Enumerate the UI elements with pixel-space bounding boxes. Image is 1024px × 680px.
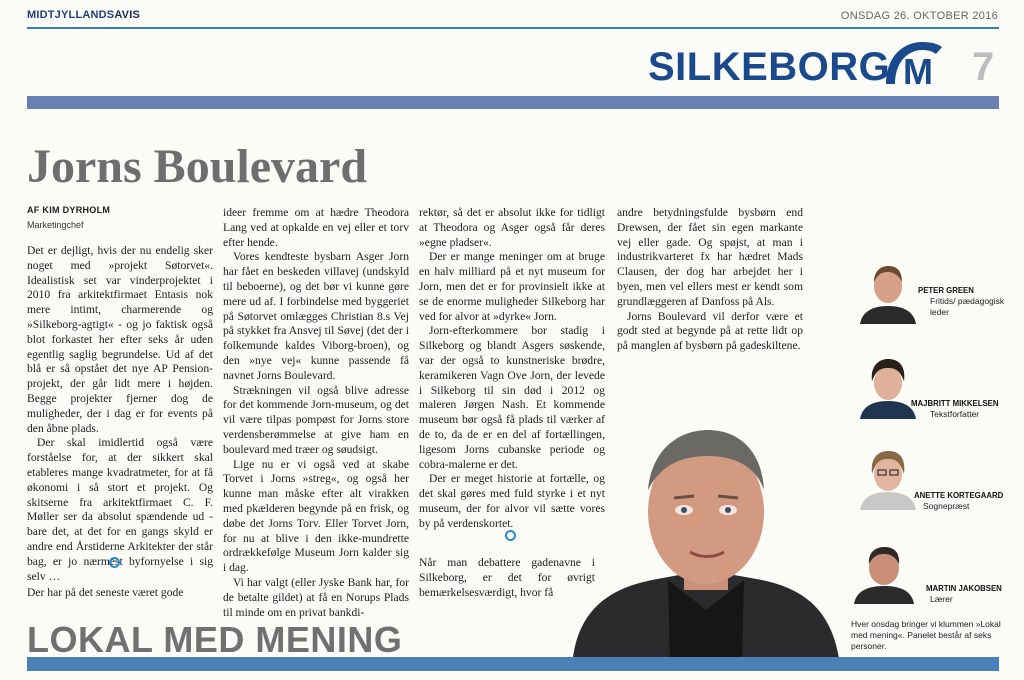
paragraph: Der skal imidlertid også være forståelse for, at der sikkert skal etableres mange kvadratmeter, for at få økonomi i så stort et projekt. Og skitserne fra arkitektfirmaet C. F. Møller ser da absolut spændende ud - bare det, at det for en gangs skyld er andre end Årstiderne Arkitekter der står bag, er jo nærmest byfornyelse i sig selv …	[27, 436, 213, 583]
header-bar	[27, 96, 999, 109]
article-headline: Jorns Boulevard	[27, 140, 368, 193]
paragraph: Vores kendteste bysbarn Asger Jorn har fået en beskeden villavej (undskyld til beboerne), og det bør vi kunne gøre mere ud af. I forbindelse med byggeriet på Søtorvet omlægges Christian 8.s Vej på stykket fra Ansvej til Søvej (det der i folkemunde kaldes Viborg-broen), og den »nye vej« kunne passende få navnet Jorns Boulevard.	[223, 250, 409, 382]
section-divider-icon	[109, 557, 120, 568]
panel-description: Hver onsdag bringer vi klummen »Lokal med mening«. Panelet består af seks personer.	[851, 619, 1001, 651]
article-column-1-continued	[27, 586, 213, 601]
byline: AF KIM DYRHOLM	[27, 205, 111, 215]
paragraph: Jorns Boulevard vil derfor være et godt sted at begynde på at rette lidt op på manglen af bysbørn på gadeskiltene.	[617, 309, 803, 353]
column-name: LOKAL MED MENING	[27, 619, 403, 660]
paragraph: Vi har valgt (eller Jyske Bank har, for de betalte gildet) at få en Norups Plads til minde om en privat bankdi-	[223, 575, 409, 619]
issue-date: ONSDAG 26. OKTOBER 2016	[840, 10, 998, 22]
author-photo	[572, 420, 840, 666]
section-title: SILKEBORG	[648, 45, 891, 89]
paragraph: Der har på det seneste været gode	[27, 586, 184, 599]
author-role: Marketingchef	[27, 220, 84, 230]
panel-portrait-peter-green	[856, 260, 920, 324]
panel-member-name: ANETTE KORTEGAARD	[914, 491, 1004, 500]
paragraph: Der er meget historie at fortælle, og det skal gøres med fuld styrke i et nyt museum, der for alvor vil sætte vores by på verdenskortet.	[419, 472, 605, 530]
panel-member-title: Sognepræst	[923, 501, 970, 511]
panel-portrait-anette-kortegaard	[856, 446, 920, 510]
panel-member-name: MARTIN JAKOBSEN	[926, 584, 1002, 593]
paragraph: andre betydningsfulde bysbørn end Drewsen, der fået sin egen markante vej eller gade. Og spøjst, at man i industrikvarteret fx har hædret Mads Clausen, der dog har arbejdet her i byen, men vel ellers mest er kendt som grundlæggeren af Danfoss på Als.	[617, 206, 803, 308]
top-rule	[27, 27, 999, 29]
panel-member-name: PETER GREEN	[918, 286, 974, 295]
page-number: 7	[972, 45, 995, 89]
section-logo-letter: M	[903, 51, 933, 88]
panel-member-name: MAJBRITT MIKKELSEN	[911, 399, 999, 408]
panel-portrait-majbritt-mikkelsen	[856, 355, 920, 419]
article-column-1	[27, 244, 213, 584]
article-column-4	[617, 206, 803, 354]
panel-member-title: Lærer	[930, 594, 953, 604]
panel-portrait-martin-jakobsen	[852, 540, 916, 604]
section-logo-icon	[882, 38, 944, 88]
article-column-2	[223, 206, 409, 620]
paragraph: Lige nu er vi også ved at skabe Torvet i Jorns »streg«, og også her kunne man måske efter alt virakken med pkælderen begynde på en frisk, og døbe det Jorns Torv. Eller Torvet Jorn, for nu at blive i den ikke-mundrette ordrækkefølge Museum Jorn kalder sig i dag.	[223, 457, 409, 575]
newspaper-logo: MIDTJYLLANDSAVIS	[27, 9, 141, 21]
section-divider-icon	[505, 530, 516, 541]
paragraph: rektør, så det er absolut ikke for tidligt at Theodora og Asger også får deres »egne pladser«.	[419, 206, 605, 249]
paragraph: Der er mange meninger om at bruge en halv milliard på et nyt museum for Jorn, men det er for provinsielt ikke at se de enorme muligheder Silkeborg har ved for alvor at »dyrke« Jorn.	[419, 250, 605, 323]
paragraph: Jorn-efterkommere bor stadig i Silkeborg og blandt Asgers søskende, var der også to kunstneriske brødre, keramikeren Vagn Ove Jorn, der levede i Silkeborg til sin død i 2012 og maleren Jørgen Nash. Et kommende museum bør også få plads til værker af de to, da de er en del af fortællingen, ligesom Jorns cubanske periode og cobra-malerne er det.	[419, 324, 605, 471]
paragraph: Det er dejligt, hvis der nu endelig sker noget med »projekt Søtorvet«. Idealistisk set var vinderprojektet i 2010 fra arkitektfirmaet Entasis nok mere intimt, charmerende og »Silkeborg-agtigt« - og jo faktisk også blot forkastet her efter seks år uden egentlig saglig begrundelse. Ud af det blå er så opstået det nye AP Pension-projekt, der går lidt mere i højden. Begge projekter fjerner dog de muligheder, der i dag er for events på den åbne plads.	[27, 244, 213, 435]
paragraph: ideer fremme om at hædre Theodora Lang ved at opkalde en vej eller et torv efter hende.	[223, 206, 409, 249]
paragraph: Når man debattere gadenavne i Silkeborg, er det for øvrigt bemærkelsesværdigt, hvor få	[419, 556, 595, 599]
article-column-3-continued	[419, 556, 595, 600]
panel-member-title: Tekstforfatter	[930, 409, 980, 419]
paragraph: Strækningen vil også blive adresse for det kommende Jorn-museum, og det vil være tilpas pompøst for Jorns store verdensberømmelse at give ham en boulevard med træer og søudsigt.	[223, 383, 409, 456]
panel-member-title: Fritids/ pædagogisk leder	[930, 296, 1005, 317]
